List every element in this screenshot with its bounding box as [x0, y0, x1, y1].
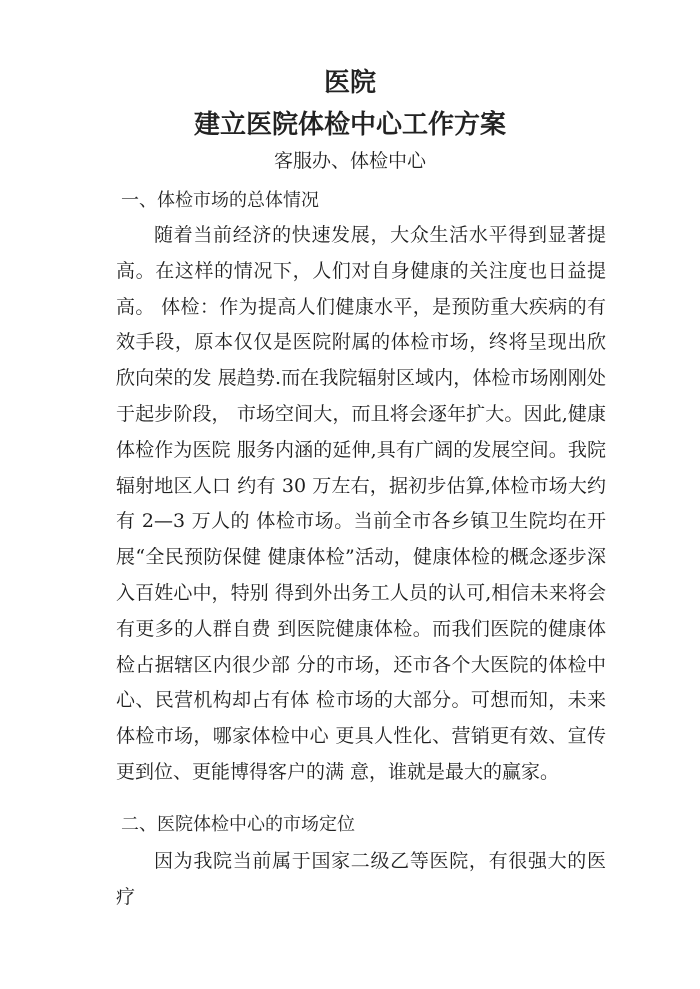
section-paragraph-market-positioning: 因为我院当前属于国家二级乙等医院，有很强大的医疗 — [116, 850, 606, 908]
section-paragraph-market-overview: 随着当前经济的快速发展，大众生活水平得到显著提 高。在这样的情况下，人们对自身健康的关注度也日益提高。 体检：作为提高人们健康水平，是预防重大疾病的有效手段，原本仅仅是医院附属的体检市场，终将呈现出欣欣向荣的发 展趋势.而在我院辐射区域内，体检市场刚刚处于起步阶段， 市场空间大，而且将会逐年扩大。因此,健康体检作为医院 服务内涵的延伸,具有广阔的发展空间。我院辐射地区人口 约有 30 万左右，据初步估算,体检市场大约有 2—3 万人的 体检市场。当前全市各乡镇卫生院均在开展“全民预防保健 健康体检”活动，健康体检的概念逐步深入百姓心中，特别 得到外出务工人员的认可,相信未来将会有更多的人群自费 到医院健康体检。而我们医院的健康体检占据辖区内很少部 分的市场，还市各个大医院的体检中心、民营机构却占有体 检市场的大部分。可想而知，未来体检市场，哪家体检中心 更具人性化、营销更有效、宣传更到位、更能博得客户的满 意，谁就是最大的赢家。 — [116, 224, 606, 783]
document-title-plan: 建立医院体检中心工作方案 — [193, 110, 506, 140]
document-subtitle-departments: 客服办、体检中心 — [273, 150, 426, 172]
document-title-hospital: 医院 — [323, 68, 376, 98]
section-heading-market-positioning: 二、医院体检中心的市场定位 — [121, 814, 355, 835]
section-heading-market-overview: 一、体检市场的总体情况 — [121, 190, 319, 211]
